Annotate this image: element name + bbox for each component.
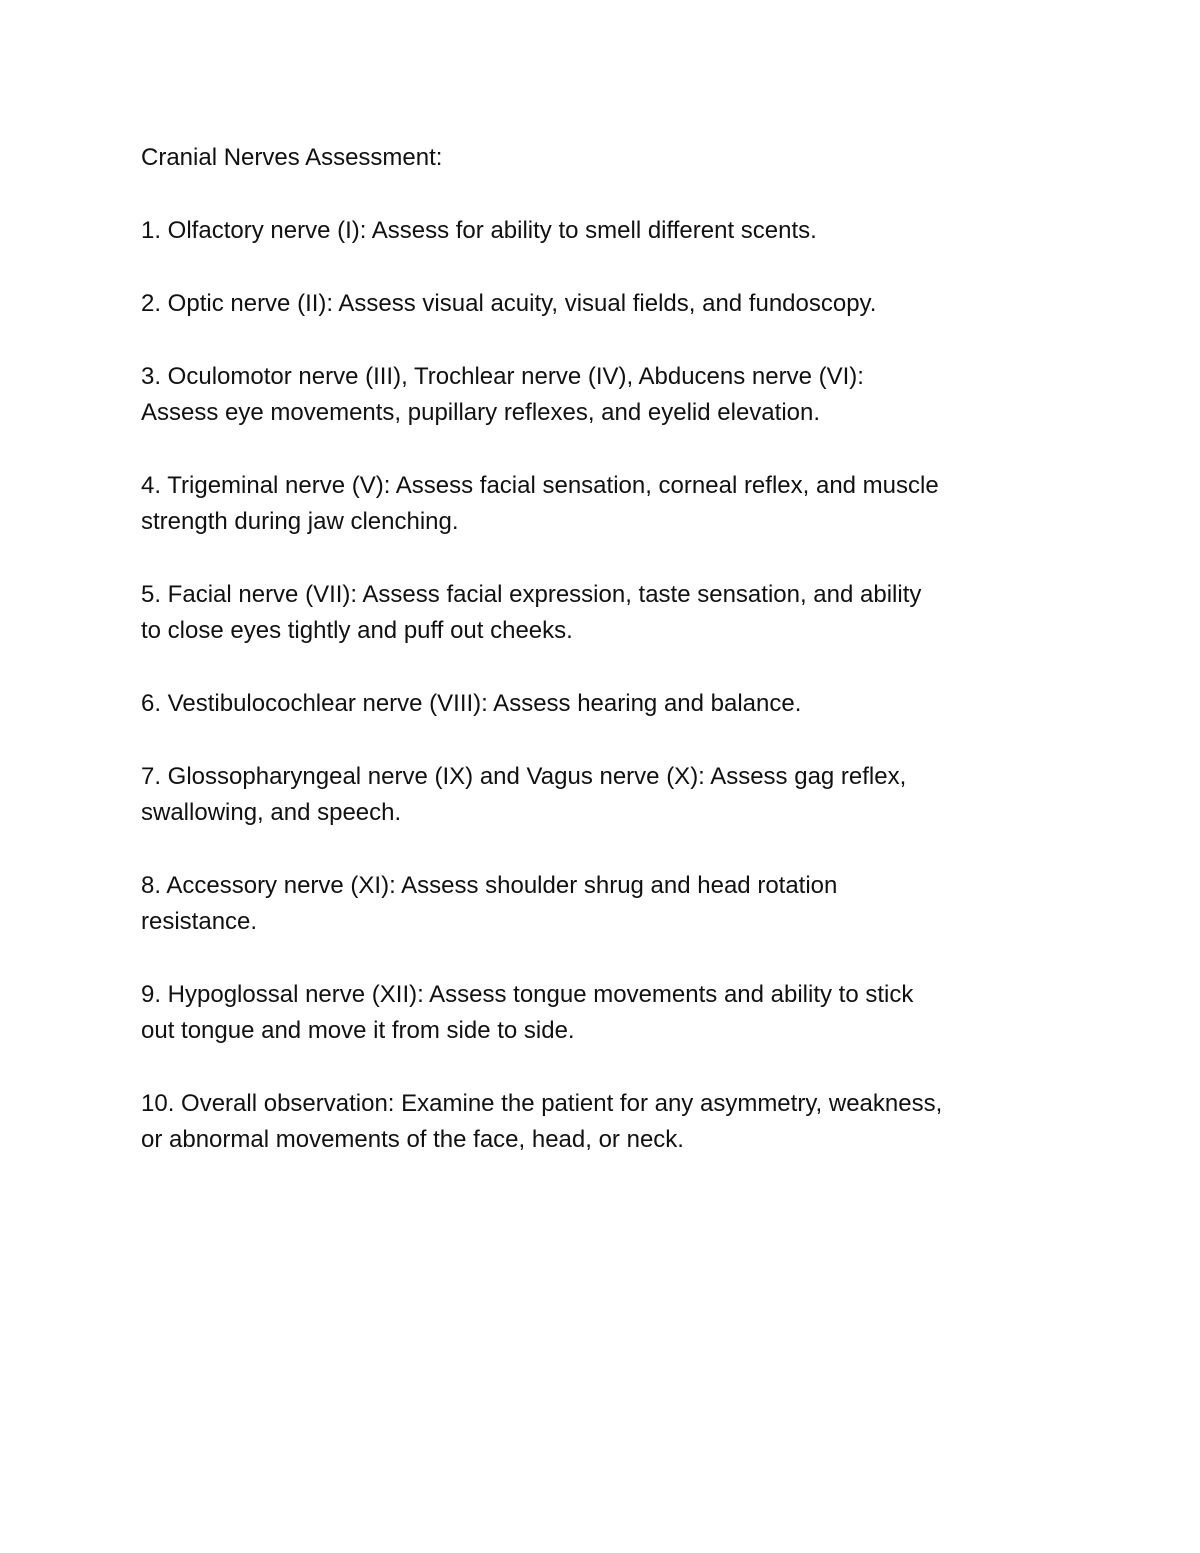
- assessment-item-line: strength during jaw clenching.: [141, 508, 459, 535]
- assessment-item-line: 2. Optic nerve (II): Assess visual acuity, visual fields, and fundoscopy.: [141, 290, 877, 317]
- assessment-item-line: 7. Glossopharyngeal nerve (IX) and Vagus nerve (X): Assess gag reflex,: [141, 763, 907, 790]
- assessment-item-line: 10. Overall observation: Examine the patient for any asymmetry, weakness,: [141, 1090, 943, 1117]
- assessment-item-line: 9. Hypoglossal nerve (XII): Assess tongue movements and ability to stick: [141, 981, 914, 1008]
- assessment-item: [141, 1086, 1071, 1158]
- assessment-item: [141, 686, 1071, 722]
- assessment-item-line: 8. Accessory nerve (XI): Assess shoulder shrug and head rotation: [141, 872, 838, 899]
- assessment-item-line: 5. Facial nerve (VII): Assess facial expression, taste sensation, and ability: [141, 581, 922, 608]
- assessment-item: [141, 759, 1071, 831]
- assessment-item: [141, 213, 1071, 249]
- assessment-item: [141, 577, 1071, 649]
- assessment-item: [141, 977, 1071, 1049]
- assessment-item-line: to close eyes tightly and puff out cheeks.: [141, 617, 573, 644]
- assessment-item: [141, 868, 1071, 940]
- document-title: Cranial Nerves Assessment:: [141, 144, 443, 171]
- assessment-item-line: 4. Trigeminal nerve (V): Assess facial sensation, corneal reflex, and muscle: [141, 472, 939, 499]
- assessment-item-line: Assess eye movements, pupillary reflexes, and eyelid elevation.: [141, 399, 821, 426]
- assessment-item-line: 6. Vestibulocochlear nerve (VIII): Assess hearing and balance.: [141, 690, 802, 717]
- assessment-list: [141, 213, 1071, 1158]
- assessment-item-line: resistance.: [141, 908, 258, 935]
- assessment-item-line: 1. Olfactory nerve (I): Assess for ability to smell different scents.: [141, 217, 817, 244]
- assessment-item-line: or abnormal movements of the face, head, or neck.: [141, 1126, 684, 1153]
- document-body: [141, 140, 1071, 1195]
- assessment-item-line: out tongue and move it from side to side.: [141, 1017, 575, 1044]
- assessment-item-line: 3. Oculomotor nerve (III), Trochlear nerve (IV), Abducens nerve (VI):: [141, 363, 864, 390]
- assessment-item: [141, 468, 1071, 540]
- assessment-item-line: swallowing, and speech.: [141, 799, 402, 826]
- assessment-item: [141, 286, 1071, 322]
- assessment-item: [141, 359, 1071, 431]
